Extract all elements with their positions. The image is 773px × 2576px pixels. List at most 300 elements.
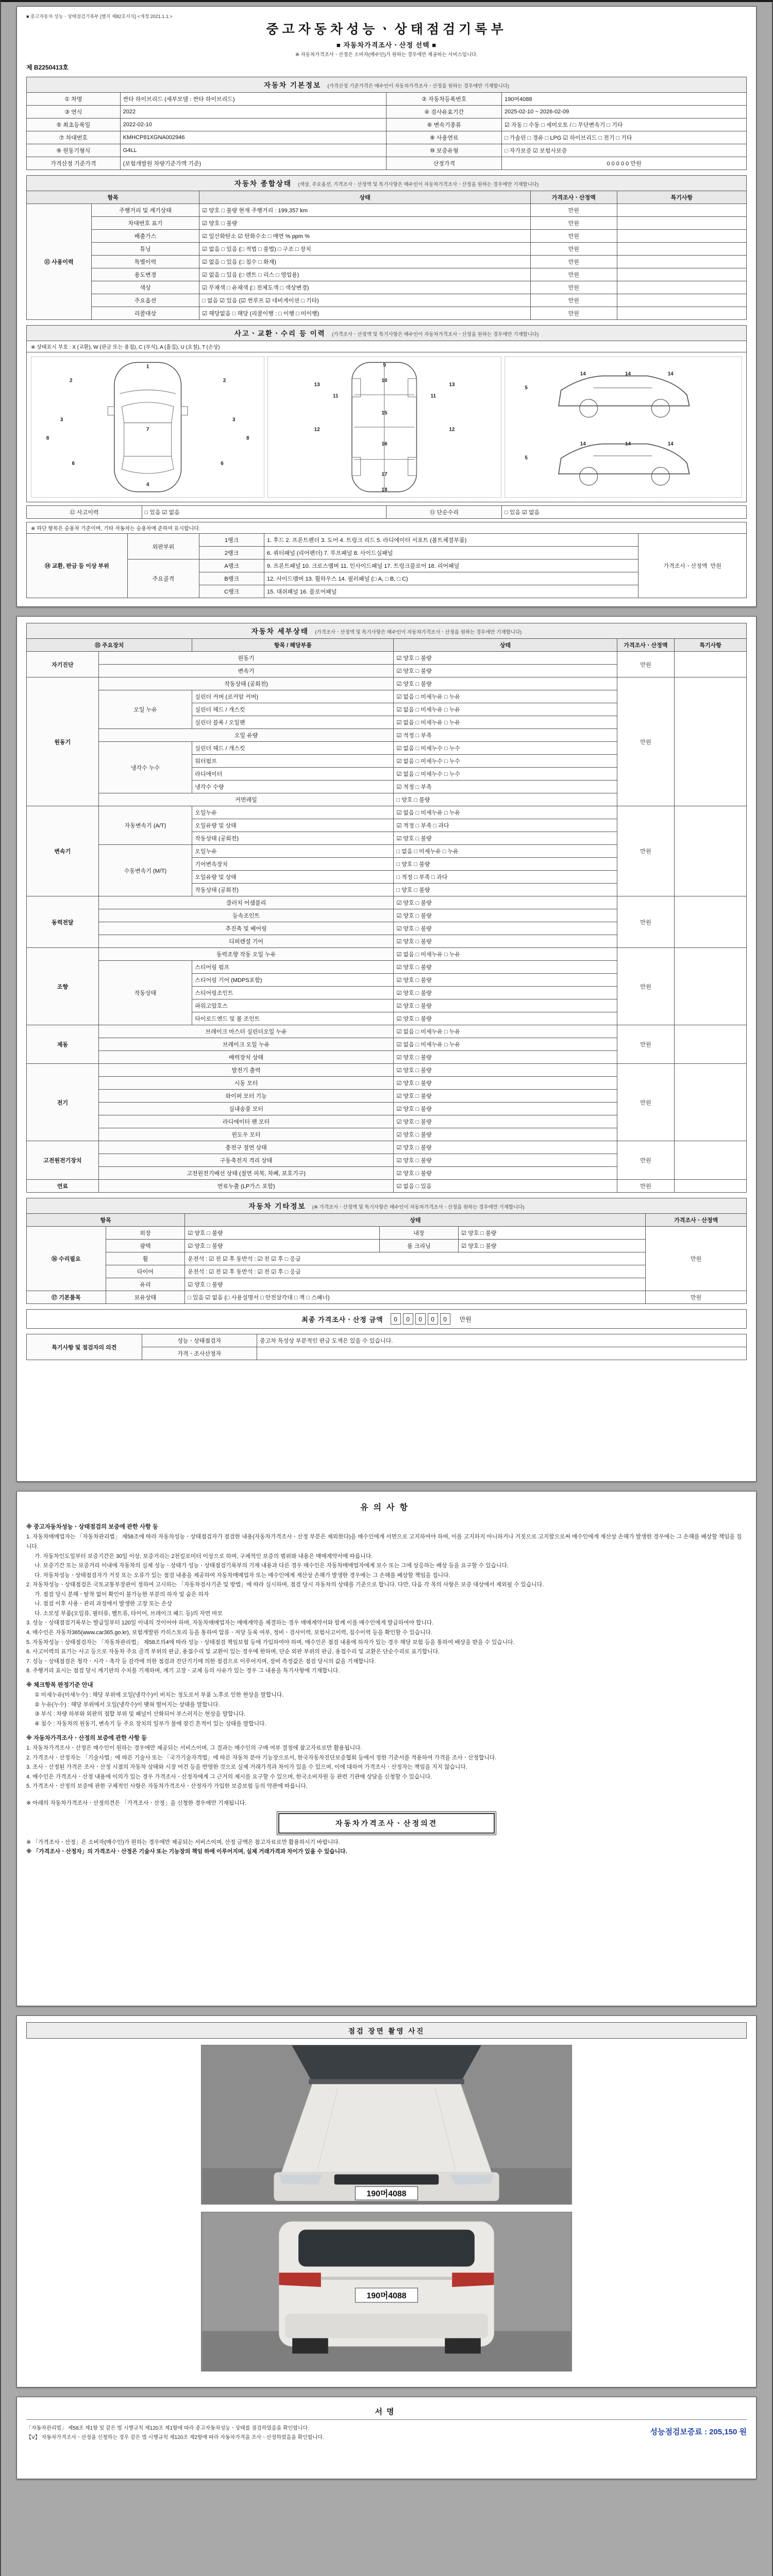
notices-list (26, 1522, 747, 1791)
detail-state-cell: ☑ 양호 □ 불량 (394, 652, 617, 665)
detail-state-cell: 디퍼렌셜 기어 (98, 935, 394, 948)
table-row (27, 806, 747, 819)
rank-cell: B랭크 (199, 572, 264, 585)
final-price-label: 최종 가격조사ㆍ산정 금액 (301, 1315, 383, 1324)
overall-state-cell (617, 243, 746, 256)
table-row (27, 677, 747, 690)
basic-info-cell: ☑ 자동 □ 수동 □ 세미오토 / □ 무단변속기 □ 기타 (502, 118, 747, 131)
basic-info-cell: □ 자가보증 ☑ 보험사보증 (502, 144, 747, 157)
accident-flag-cell: ⑫ 사고이력 (27, 506, 142, 519)
etc-info-cell: 항목 (27, 1214, 185, 1227)
section-etc-info (26, 1198, 747, 1304)
detail-state-cell: □ 양호 □ 불량 (394, 858, 617, 871)
detail-state-cell: ☑ 양호 □ 불량 (394, 935, 617, 948)
detail-state-cell: 추진축 및 베어링 (98, 922, 394, 935)
detail-state-cell: 클러치 어셈블리 (98, 896, 394, 909)
section-overall-state (26, 175, 747, 320)
detail-state-cell: ☑ 양호 □ 불량 (394, 1103, 617, 1115)
basic-info-cell: ③ 연식 (27, 106, 121, 118)
detail-state-cell: 항목 / 해당부품 (192, 639, 394, 652)
notice-line: 3. 조사ㆍ산정된 가격은 조사ㆍ산정 시점의 자동차 상태와 시장 여건 등을 반영한 것으로 실제 거래가격과 차이가 있을 수 있으며, 이에 대하여 가격조사ㆍ산정자는 책임을 지지 않습니다. (26, 1764, 467, 1771)
table-row (27, 93, 747, 106)
detail-state-cell: ☑ 없음 □ 미세누유 □ 누유 (394, 948, 617, 961)
detail-state-cell: 자동변속기 (A/T) (98, 806, 192, 845)
detail-state-cell (675, 1064, 747, 1141)
detail-state-cell: 작동상태 (공회전) (192, 884, 394, 896)
notice-line: 6. 사고이력의 표기는 사고 등으로 자동차 주요 골격 부위의 판금, 용접수리 및 교환이 있는 경우에 한하며, 단순 외판 부위의 판금, 용접수리 및 교환은 단순수리로 표기합니다. (26, 1649, 440, 1655)
inspection-fee: 성능점검보증료 : 205,150 원 (650, 2428, 747, 2436)
final-price-band (26, 1309, 747, 1329)
etc-info-table (26, 1213, 747, 1304)
basic-info-cell: 산정가격 (386, 157, 502, 170)
detail-state-cell: 만원 (617, 1141, 675, 1180)
detail-state-cell: ☑ 없음 □ 미세누유 □ 누유 (394, 690, 617, 703)
etc-info-cell: 만원 (646, 1291, 747, 1304)
notice-line: 1. 자동차매매업자는 「자동차관리법」 제58조에 따라 자동차성능ㆍ상태점검자가 점검한 내용(자동차가격조사ㆍ산정 부분은 제외한다)을 매수인에게 서면으로 고지하여야 하며, 이를 고지하지 아니하거나 거짓으로 고지함으로써 매수인에게 재산상 손해가 발생한 경우에는 그 손해를 배상할 책임을 집니다. (26, 1534, 742, 1550)
notice-line: 7. 성능ㆍ상태점검은 청각ㆍ시각ㆍ촉각 등 감각에 의한 점검과 진단기기에 의한 점검으로 이루어지며, 장비 측정값은 점검 당시의 값을 기재합니다. (26, 1658, 376, 1665)
etc-info-cell: ☑ 양호 □ 불량 (459, 1240, 646, 1252)
rank-cell: ⑭ 교환, 판금 등 이상 부위 (27, 534, 128, 598)
diagram-number: 18 (381, 487, 388, 493)
diagram-number: 2 (223, 378, 226, 384)
detail-state-cell (675, 806, 747, 896)
basic-info-cell: G4LL (120, 144, 386, 157)
etc-info-cell: 룸 크리닝 (379, 1240, 459, 1252)
overall-state-cell (617, 268, 746, 281)
overall-state-cell: 색상 (91, 281, 199, 294)
table-row (27, 506, 747, 519)
detail-state-cell: ☑ 양호 □ 불량 (394, 961, 617, 974)
overall-state-cell: ☑ 없음 □ 있음 (□ 렌트 □ 리스 □ 영업용) (199, 268, 531, 281)
table-row (27, 106, 747, 118)
overall-state-cell (617, 307, 746, 320)
overall-state-cell: ☑ 무채색 □ 유채색 (□ 전체도색 □ 색상변경) (199, 281, 531, 294)
table-row (27, 294, 747, 307)
detail-state-cell: 자기진단 (27, 652, 99, 677)
etc-info-cell: ☑ 양호 □ 불량 (185, 1278, 646, 1291)
section-detail-state (26, 623, 747, 1193)
section-basic-title-text: 자동차 기본정보 (263, 81, 322, 89)
detail-state-cell: 스티어링 기어 (MDPS포함) (192, 974, 394, 987)
notices-title: 유의사항 (360, 1503, 413, 1512)
rank-cell: 12. 사이드멤버 13. 휠하우스 14. 필러패널 (□ A, □ B, □ C) (264, 572, 638, 585)
table-row (27, 204, 747, 217)
detail-state-cell: ☑ 양호 □ 불량 (394, 677, 617, 690)
detail-state-cell: 오일누유 (192, 845, 394, 858)
table-row (27, 1334, 747, 1347)
detail-state-cell: 실린더 블록 / 오일팬 (192, 716, 394, 729)
etc-info-cell: 광택 (106, 1240, 185, 1252)
overall-state-cell: 항목 (27, 191, 199, 204)
diagram-number: 17 (381, 471, 388, 478)
etc-info-cell: 가격조사ㆍ산정액 (646, 1214, 747, 1227)
price-opinion-box-title: 자동차가격조사ㆍ산정의견 (278, 1813, 495, 1834)
detail-state-cell: 고전원전기배선 상태 (절연 피복, 차폐, 보호기구) (98, 1167, 394, 1180)
overall-state-cell: ⑪ 사용이력 (27, 204, 92, 320)
detail-state-cell: ☑ 양호 □ 불량 (394, 1012, 617, 1025)
overall-state-cell: 용도변경 (91, 268, 199, 281)
detail-state-cell: 수동변속기 (M/T) (98, 845, 192, 896)
overall-state-cell: 만원 (530, 294, 617, 307)
detail-state-cell: ☑ 없음 □ 미세누수 □ 누수 (394, 768, 617, 781)
overall-state-cell: 리콜대상 (91, 307, 199, 320)
section-detail-title-text: 자동차 세부상태 (251, 628, 309, 635)
rank-cell: C랭크 (199, 585, 264, 598)
rank-cell: 외판부위 (127, 534, 199, 560)
etc-info-cell: ⑰ 기본품목 (27, 1291, 106, 1304)
detail-state-cell (675, 1025, 747, 1064)
detail-state-cell: 만원 (617, 896, 675, 948)
detail-state-cell: ☑ 없음 □ 미세누수 □ 누수 (394, 755, 617, 768)
inspection-photo-rear (201, 2212, 572, 2371)
detail-state-cell: 만원 (617, 652, 675, 677)
document-title: 중고자동차성능ㆍ상태점검기록부 (266, 22, 507, 37)
basic-info-cell: KMHCP81XGNA002946 (120, 131, 386, 144)
notice-line: ※ 자동차가격조사ㆍ산정의 보증에 관한 사항 등 (26, 1735, 147, 1741)
detail-state-cell: ☑ 적정 □ 부족 (394, 781, 617, 793)
rank-legend: ※ 하단 항목은 승용차 기준이며, 기타 자동차는 승용차에 준하여 표시합니다. (26, 522, 747, 533)
detail-state-cell: ☑ 적정 □ 부족 □ 과다 (394, 819, 617, 832)
diagram-number: 10 (381, 378, 388, 384)
detail-state-cell: 등속조인트 (98, 909, 394, 922)
table-row (27, 281, 747, 294)
overall-state-cell: 만원 (530, 243, 617, 256)
detail-state-cell: 오일유량 및 상태 (192, 871, 394, 884)
detail-state-cell: ☑ 양호 □ 불량 (394, 1141, 617, 1154)
table-row (27, 131, 747, 144)
detail-state-cell: ☑ 양호 □ 불량 (394, 896, 617, 909)
table-row (27, 307, 747, 320)
detail-state-cell: 시동 모터 (98, 1077, 394, 1090)
card-notices (16, 1491, 757, 2006)
notice-line: 나. 보증기간 또는 보증거리 이내에 자동차의 실제 성능ㆍ상태가 성능ㆍ상태점검기록부의 기재 내용과 다른 경우 매수인은 자동차매매업자에게 보수 또는 그에 상응하는 배상 등을 요구할 수 있습니다. (35, 1563, 509, 1569)
overall-state-cell: 튜닝 (91, 243, 199, 256)
detail-state-cell: 스티어링조인트 (192, 987, 394, 999)
detail-state-cell: 조향 (27, 948, 99, 1025)
diagram-number: 3 (60, 417, 63, 423)
diagram-number: 13 (449, 382, 455, 388)
detail-state-cell: □ 양호 □ 불량 (394, 884, 617, 896)
diagram-number: 14 (667, 371, 674, 377)
overall-state-cell: 배출가스 (91, 230, 199, 243)
diagram-number: 12 (449, 427, 455, 433)
etc-info-cell: 운전석 : ☑ 전 ☑ 후 동반석 : ☑ 전 ☑ 후 □ 응급 (185, 1252, 646, 1265)
basic-info-cell: ① 차명 (27, 93, 121, 106)
section-detail-title (26, 623, 747, 638)
detail-state-cell: 작동상태 (공회전) (192, 832, 394, 845)
card-signature (16, 2397, 757, 2479)
detail-state-cell: 구동축전지 격리 상태 (98, 1154, 394, 1167)
detail-state-cell (675, 1141, 747, 1180)
diagram-number: 16 (381, 441, 388, 447)
detail-state-cell: 브레이크 마스터 실린더오일 누유 (98, 1025, 394, 1038)
car-top-view-panel (31, 357, 264, 498)
detail-state-cell: ☑ 양호 □ 불량 (394, 922, 617, 935)
overall-state-cell (617, 230, 746, 243)
detail-state-cell: 배력장치 상태 (98, 1051, 394, 1064)
basic-info-table (26, 92, 747, 170)
final-price-digit: 0 (391, 1313, 401, 1325)
basic-info-cell: 2022-02-10 (120, 118, 386, 131)
inspector-opinion-table (26, 1334, 747, 1360)
table-row (27, 534, 747, 547)
detail-state-cell (675, 896, 747, 948)
diagram-number: 7 (146, 427, 149, 433)
detail-state-cell: 작동상태 (98, 961, 192, 1025)
etc-info-cell: 외장 (106, 1227, 185, 1240)
etc-info-cell: ☑ 양호 □ 불량 (185, 1227, 379, 1240)
etc-info-cell: 내장 (379, 1227, 459, 1240)
section-inspector-opinion (26, 1334, 747, 1360)
table-row (27, 1252, 747, 1265)
notice-line: 다. 소모성 부품(오일류, 필터류, 벨트류, 타이어, 브레이크 패드 등)의 자연 마모 (35, 1610, 223, 1617)
notice-line: 가. 자동차인도일부터 보증기간은 30일 이상, 보증거리는 2천킬로미터 이상으로 하며, 구체적인 보증의 범위와 내용은 매매계약서에 따릅니다. (35, 1553, 373, 1560)
diagram-number: 6 (72, 461, 75, 467)
overall-state-cell: 만원 (530, 281, 617, 294)
detail-state-cell: ⑮ 주요장치 (27, 639, 192, 652)
diagram-number: 14 (625, 441, 631, 447)
notice-line: 8. 주행거리 표시는 점검 당시 계기판의 수치를 기재하며, 계기 고장ㆍ교체 등의 사유가 있는 경우 그 내용을 특기사항에 기재합니다. (26, 1668, 340, 1674)
detail-state-cell: 상태 (394, 639, 617, 652)
car-underbody-panel (267, 357, 501, 498)
detail-state-cell: 특기사항 (675, 639, 747, 652)
photos-section-title: 점검 장면 촬영 사진 (26, 2022, 747, 2039)
diagram-number: 14 (625, 371, 631, 377)
notice-line: 1. 자동차가격조사ㆍ산정은 매수인이 원하는 경우에만 제공되는 서비스이며, 그 결과는 매수인의 구매 여부 결정에 참고자료로만 활용됩니다. (26, 1744, 362, 1751)
accident-flag-cell: ⑬ 단순수리 (386, 506, 502, 519)
etc-info-cell: 만원 (646, 1227, 747, 1291)
detail-state-cell: 실린더 헤드 / 개스킷 (192, 703, 394, 716)
notice-line: ※ 중고자동차성능ㆍ상태점검의 보증에 관한 사항 등 (26, 1524, 158, 1530)
car-side-view-panel (505, 357, 742, 498)
opinion-cell: 특기사항 및 점검자의 의견 (27, 1334, 142, 1360)
detail-state-cell: □ 없음 □ 미세누유 □ 누유 (394, 845, 617, 858)
notice-line: 2. 자동차성능ㆍ상태점검은 국토교통부장관이 정하여 고시하는 「자동차검사기준 및 방법」에 따라 실시하며, 점검 당시 자동차의 상태를 기준으로 합니다. 다만, 다음 각 목의 사항은 보증 대상에서 제외될 수 있습니다. (26, 1582, 544, 1588)
table-row (27, 948, 747, 961)
final-price-digit: 0 (415, 1313, 426, 1325)
diagram-number: 14 (580, 371, 586, 377)
price-opinion-post-note-2: ※ 「가격조사ㆍ산정자」의 가격조사ㆍ산정은 기술사 또는 기능장의 책임 하에 이루어지며, 실제 거래가격과 차이가 있을 수 있습니다. (26, 1849, 347, 1855)
opinion-cell (257, 1347, 747, 1360)
basic-info-cell: ⑩ 보증유형 (386, 144, 502, 157)
detail-state-cell: 변속기 (27, 806, 99, 896)
signature-legal-lines (26, 2424, 324, 2443)
detail-state-cell: 실린더 커버 (로커암 커버) (192, 690, 394, 703)
section-overall-title (26, 175, 747, 191)
overall-state-table (26, 191, 747, 320)
detail-state-cell: 가격조사ㆍ산정액 (617, 639, 675, 652)
detail-state-cell: 만원 (617, 806, 675, 896)
detail-state-cell: ☑ 양호 □ 불량 (394, 1090, 617, 1103)
etc-info-cell: ☑ 양호 □ 불량 (459, 1227, 646, 1240)
overall-state-cell (617, 256, 746, 268)
detail-state-cell: 동력조향 작동 오일 누유 (98, 948, 394, 961)
detail-state-cell: 실내송풍 모터 (98, 1103, 394, 1115)
detail-state-cell: 커먼레일 (98, 793, 394, 806)
notice-line: 5. 가격조사ㆍ산정의 보증에 관한 구체적인 사항은 자동차가격조사ㆍ산정자가 가입한 보증보험 등의 약관에 따릅니다. (26, 1783, 308, 1790)
detail-state-cell: ☑ 양호 □ 불량 (394, 999, 617, 1012)
section-etc-title (26, 1198, 747, 1213)
diagram-number: 1 (146, 364, 149, 370)
detail-state-cell: ☑ 없음 □ 미세누유 □ 누유 (394, 703, 617, 716)
overall-state-cell: 주행거리 및 계기상태 (91, 204, 199, 217)
overall-state-cell: 만원 (530, 307, 617, 320)
detail-state-cell: ☑ 양호 □ 불량 (394, 832, 617, 845)
detail-state-cell: 라디에이터 (192, 768, 394, 781)
detail-state-cell: 제동 (27, 1025, 99, 1064)
detail-state-cell: 라디에이터 팬 모터 (98, 1115, 394, 1128)
diagram-number: 3 (232, 417, 236, 423)
detail-state-cell: 윈도우 모터 (98, 1128, 394, 1141)
table-row (27, 118, 747, 131)
overall-state-cell: 만원 (530, 217, 617, 230)
section-accident-title (26, 325, 747, 341)
detail-state-cell: 원동기 (98, 652, 394, 665)
diagram-number: 4 (146, 482, 149, 488)
notice-line: ※ 체크항목 판정기준 안내 (26, 1682, 93, 1688)
table-row (27, 217, 747, 230)
diagram-number: 15 (381, 410, 388, 416)
overall-state-cell (617, 294, 746, 307)
detail-state-cell: ☑ 없음 □ 미세누유 □ 누유 (394, 1025, 617, 1038)
detail-state-cell: ☑ 양호 □ 불량 (394, 1167, 617, 1180)
final-price-digit: 0 (440, 1313, 450, 1325)
overall-state-cell: 특별이력 (91, 256, 199, 268)
detail-state-cell: 충전구 절연 상태 (98, 1141, 394, 1154)
basic-info-cell: (보험개발원 차량기준가액 기준) (120, 157, 386, 170)
notice-line: ④ 침수 : 자동차의 원동기, 변속기 등 주요 장치의 일부가 물에 잠긴 흔적이 있는 상태를 말합니다. (35, 1720, 266, 1727)
etc-info-cell: 운전석 : ☑ 전 ☑ 후 동반석 : ☑ 전 ☑ 후 □ 응급 (185, 1265, 646, 1278)
basic-info-cell: ⑨ 원동기형식 (27, 144, 121, 157)
table-row (27, 1180, 747, 1193)
detail-state-cell: 타이로드엔드 및 볼 조인트 (192, 1012, 394, 1025)
notice-line: 4. 매수인은 가격조사ㆍ산정 내용에 이의가 있는 경우 가격조사ㆍ산정자에게 그 근거의 제시를 요구할 수 있으며, 한국소비자원 등 관련 기관에 상담을 신청할 수 있습니다. (26, 1773, 432, 1780)
final-price-digit: 0 (428, 1313, 438, 1325)
detail-state-cell: ☑ 없음 □ 미세누수 □ 누수 (394, 742, 617, 755)
table-row (27, 1064, 747, 1077)
detail-state-cell: 발전기 출력 (98, 1064, 394, 1077)
license-plate-text-rear: 190머4088 (366, 2291, 407, 2300)
section-overall-title-text: 자동차 종합상태 (234, 180, 292, 188)
detail-state-cell: ☑ 양호 □ 불량 (394, 974, 617, 987)
table-row (27, 1278, 747, 1291)
rank-cell: 9. 프론트패널 10. 크로스멤버 11. 인사이드패널 17. 트렁크플로어 18. 리어패널 (264, 560, 638, 572)
basic-info-cell: 가격산정 기준가격 (27, 157, 121, 170)
card-detail (16, 616, 757, 1482)
final-price-unit: 만원 (459, 1315, 472, 1323)
detail-state-cell: 와이퍼 모터 기능 (98, 1090, 394, 1103)
table-row (27, 639, 747, 652)
opinion-cell: 중고차 특성상 부분적인 판금 도색은 있을 수 있습니다. (257, 1334, 747, 1347)
table-row (27, 1291, 747, 1304)
table-row (27, 652, 747, 665)
basic-info-cell: ⑤ 최초등록일 (27, 118, 121, 131)
rear-photo-image (201, 2212, 572, 2371)
etc-info-cell: 타이어 (106, 1265, 185, 1278)
notice-line: 4. 매수인은 자동차365(www.car365.go.kr), 보험개발원 카히스토리 등을 통하여 압류ㆍ저당 등록 여부, 정비ㆍ검사이력, 보험사고이력, 침수이력 등을 확인할 수 있습니다. (26, 1630, 432, 1636)
damage-code-legend: ※ 상태표시 부호 : X (교환), W (판금 또는 용접), C (부식), A (흠집), U (요철), T (손상) (26, 341, 747, 352)
detail-state-cell (675, 948, 747, 1025)
price-opinion-post-note-1: ※ 「가격조사ㆍ산정」은 소비자(매수인)가 원하는 경우에만 제공되는 서비스이며, 산정 금액은 참고자료로만 활용하시기 바랍니다. (26, 1839, 340, 1846)
etc-info-cell: 휠 (106, 1252, 185, 1265)
overall-state-cell: 주요옵션 (91, 294, 199, 307)
diagram-number: 5 (525, 385, 528, 391)
overall-state-cell: ☑ 해당없음 □ 해당 (리콜이행 : □ 이행 □ 미이행) (199, 307, 531, 320)
table-row (27, 1227, 747, 1240)
car-damage-diagram (26, 352, 747, 502)
overall-state-cell (617, 204, 746, 217)
detail-state-cell: ☑ 없음 □ 미세누유 □ 누유 (394, 716, 617, 729)
rank-cell: 주요골격 (127, 560, 199, 598)
rank-cell: 15. 대쉬패널 16. 플로어패널 (264, 585, 638, 598)
overall-state-cell: 상태 (199, 191, 531, 204)
detail-state-cell: 냉각수 누수 (98, 742, 192, 793)
detail-state-cell (675, 652, 747, 677)
signature-legal-line-1: 「자동차관리법」 제58조 제1항 및 같은 법 시행규칙 제120조 제1항에 따라 중고자동차성능ㆍ상태를 점검하였음을 확인합니다. (26, 2426, 310, 2431)
section-accident-note: (가격조사ㆍ산정액 및 특기사항은 매수인이 자동차가격조사ㆍ산정을 원하는 경우에만 기재합니다) (332, 332, 539, 337)
final-price-digit-boxes (391, 1313, 452, 1325)
etc-info-cell: 유리 (106, 1278, 185, 1291)
detail-state-cell: 고전원전기장치 (27, 1141, 99, 1180)
basic-info-cell: ② 자동차등록번호 (386, 93, 502, 106)
license-plate-text-front: 190머4088 (366, 2190, 407, 2199)
notice-line: 나. 점검 이후 사용ㆍ관리 과정에서 발생한 고장 또는 손상 (35, 1601, 172, 1607)
notice-line: 다. 자동차성능ㆍ상태점검자가 거짓 또는 오류가 있는 점검 내용을 제공하여 자동차매매업자 또는 매수인에게 재산상 손해가 발생한 경우에는 그 손해를 배상할 책임을 집니다. (35, 1572, 450, 1579)
detail-state-cell: 오일유량 및 상태 (192, 819, 394, 832)
diagram-number: 2 (69, 378, 73, 384)
notice-line: ③ 부식 : 차량 하부와 외판의 접합 부위 및 패널이 산화되어 부스러지는 현상을 말합니다. (35, 1711, 246, 1718)
rank-cell: 1랭크 (199, 534, 264, 547)
section-detail-note: (가격조사ㆍ산정액 및 특기사항은 매수인이 자동차가격조사ㆍ산정을 원하는 경우에만 기재합니다) (315, 630, 522, 635)
signature-legal-line-2: 【V】 자동차가격조사ㆍ산정을 신청하는 경우 같은 법 시행규칙 제120조 제2항에 따라 자동차가격을 조사ㆍ산정하였음을 확인합니다. (26, 2435, 324, 2441)
section-etc-title-text: 자동차 기타정보 (248, 1202, 306, 1210)
overall-state-cell: 특기사항 (617, 191, 746, 204)
detail-state-cell (675, 1180, 747, 1193)
detail-state-cell: □ 적정 □ 부족 □ 과다 (394, 871, 617, 884)
overall-state-cell: ☑ 양호 □ 불량 (199, 217, 531, 230)
overall-state-cell: 가격조사ㆍ산정액 (530, 191, 617, 204)
price-survey-select-label: ■ 자동차가격조사ㆍ산정 선택 ■ (336, 41, 437, 49)
detail-state-cell: ☑ 없음 □ 있음 (394, 1180, 617, 1193)
basic-info-cell: 0 0 0 0 0 만원 (502, 157, 747, 170)
detail-state-cell: 기어변속장치 (192, 858, 394, 871)
opinion-cell: 성능ㆍ상태점검자 (142, 1334, 257, 1347)
detail-state-cell: 파워고압호스 (192, 999, 394, 1012)
detail-state-cell: 브레이크 오일 누유 (98, 1038, 394, 1051)
detail-state-cell: 작동상태 (공회전) (98, 677, 394, 690)
section-basic-title (26, 77, 747, 92)
car-side-view-diagram-top (507, 359, 740, 425)
section-basic-note: (가격산정 기준가격은 매수인이 자동차가격조사ㆍ산정을 원하는 경우에만 기재합니다) (327, 83, 510, 89)
table-row (27, 243, 747, 256)
detail-state-cell: ☑ 양호 □ 불량 (394, 1051, 617, 1064)
overall-state-cell: 만원 (530, 268, 617, 281)
signature-section-title: 서명 (26, 2403, 747, 2420)
diagram-number: 9 (383, 362, 386, 368)
detail-state-cell: ☑ 없음 □ 미세누유 □ 누유 (394, 1038, 617, 1051)
detail-state-cell: 만원 (617, 1064, 675, 1141)
table-row (27, 268, 747, 281)
table-row (27, 1240, 747, 1252)
price-survey-select-note: ※ 자동차가격조사ㆍ산정은 소비자(매수인)가 원하는 경우에만 제공하는 서비스입니다. (295, 52, 478, 58)
table-row (27, 1025, 747, 1038)
rank-cell: 가격조사ㆍ산정액 만원 (638, 534, 747, 598)
detail-state-cell: □ 양호 □ 불량 (394, 793, 617, 806)
etc-info-cell: 상태 (185, 1214, 646, 1227)
table-row (27, 1141, 747, 1154)
detail-state-cell: ☑ 양호 □ 불량 (394, 909, 617, 922)
accident-flags-table (26, 505, 747, 519)
